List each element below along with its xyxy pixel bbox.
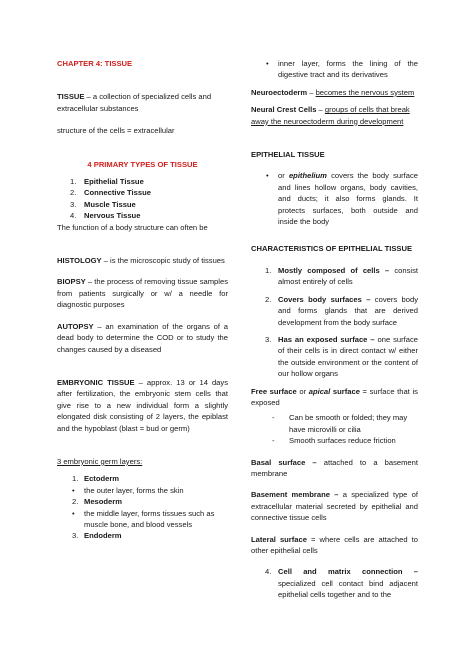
biopsy-def: – the process of removing tissue samples from patients surgically or w/ a needle for diagnostic purposes	[57, 277, 228, 310]
ectoderm-label: Ectoderm	[84, 474, 120, 484]
structure-text: structure of the cells = extracellular	[57, 126, 175, 136]
lateral-term: Lateral surface	[251, 534, 307, 544]
list-label: Epithelial Tissue	[84, 177, 144, 187]
char-term: Covers body surfaces –	[278, 294, 371, 304]
lateral-surface-definition	[251, 534, 418, 557]
char-def: consist almost entirely of cells	[278, 265, 419, 287]
lateral-def: = where cells are attached to other epithelial cells	[251, 534, 418, 555]
epithelial-heading-text: EPITHELIAL TISSUE	[251, 150, 325, 160]
function-text: The function of a body structure can often be	[57, 222, 208, 232]
germ-heading-text: 3 embryonic germ layers:	[57, 456, 143, 466]
dash-text-1: Can be smooth or folded; they may have microvilli or cilia	[289, 413, 408, 434]
characteristic-item	[251, 566, 418, 600]
biopsy-term: BIOPSY	[57, 277, 86, 287]
basal-term: Basal surface –	[251, 457, 317, 467]
autopsy-definition	[57, 321, 228, 355]
histology-term: HISTOLOGY	[57, 256, 102, 266]
embryonic-term: EMBRYONIC TISSUE	[57, 377, 135, 387]
characteristics-heading	[251, 243, 418, 254]
surface-term: surface	[330, 386, 360, 396]
char-term: Mostly composed of cells –	[278, 265, 390, 275]
left-column	[57, 58, 228, 542]
list-item	[57, 496, 228, 507]
basement-membrane-definition	[251, 489, 418, 523]
types-list	[57, 176, 228, 222]
autopsy-def: – an examination of the organs of a dead body to determine the COD or to study the changes caused by a diseased	[57, 321, 228, 354]
char-def: specialized cell contact bind adjacent epithelial cells together and to the	[278, 578, 418, 600]
tissue-def: – a collection of specialized cells and extracellular substances	[57, 92, 212, 113]
neuroectoderm-definition	[251, 87, 418, 98]
basement-term: Basement membrane –	[251, 490, 339, 500]
bullet-icon: •	[72, 508, 75, 518]
characteristic-item	[251, 265, 418, 288]
list-number: 4.	[70, 211, 77, 221]
list-number: 2.	[70, 188, 77, 198]
embryonic-definition	[57, 377, 228, 434]
histology-definition	[57, 255, 228, 266]
bullet-item	[251, 58, 418, 81]
bullet-icon: •	[266, 171, 269, 181]
chapter-title: CHAPTER 4: TISSUE	[57, 59, 133, 68]
list-item	[57, 473, 228, 484]
list-item	[57, 210, 228, 221]
types-heading: 4 PRIMARY TYPES OF TISSUE	[87, 159, 198, 169]
list-number: 1.	[70, 177, 77, 187]
or-text: or	[296, 386, 309, 396]
dash-text: –	[316, 105, 325, 115]
dash-item	[251, 412, 418, 435]
list-label: Connective Tissue	[84, 188, 151, 198]
char-def: covers body and forms glands that are derived development from the body surface	[278, 294, 418, 327]
list-number: 2.	[72, 497, 79, 507]
mesoderm-label: Mesoderm	[84, 497, 122, 507]
bullet-item	[57, 508, 228, 531]
histology-def: – is the microscopic study of tissues	[101, 256, 225, 266]
apical-term: apical	[308, 386, 331, 396]
list-number: 1.	[72, 474, 79, 484]
epithelium-def: covers the body surface and lines hollow organs, body cavities, and ducts; it also forms glands. It protects surfaces, both outside and inside the body	[278, 171, 418, 227]
characteristics-heading-text: CHARACTERISTICS OF EPITHELIAL TISSUE	[251, 244, 413, 254]
list-label: Muscle Tissue	[84, 199, 136, 209]
list-number: 3.	[265, 334, 272, 344]
list-item	[57, 530, 228, 541]
bullet-item	[57, 485, 228, 496]
dash-text-2: Smooth surfaces reduce friction	[289, 436, 396, 446]
embryonic-def: – approx. 13 or 14 days after fertilization, the embryonic stem cells that give rise to a new individual form a slightly elongated disk consisting of 2 layers, the epiblast and the hypoblast (blast = bud or germ)	[57, 377, 228, 433]
basal-surface-definition	[251, 457, 418, 480]
bullet-item	[251, 170, 418, 227]
mesoderm-desc: the middle layer, forms tissues such as muscle bone, and blood vessels	[84, 508, 215, 529]
characteristic-item	[251, 294, 418, 328]
list-number: 3.	[72, 531, 79, 541]
neuroectoderm-def: becomes the nervous system	[315, 87, 415, 97]
bullet-icon: •	[266, 59, 269, 68]
tissue-term: TISSUE	[57, 92, 85, 102]
epithelium-term: epithelium	[288, 171, 327, 181]
basal-def: attached to a basement membrane	[251, 457, 418, 478]
ectoderm-desc: the outer layer, forms the skin	[84, 485, 184, 495]
right-column	[251, 58, 418, 601]
list-number: 1.	[265, 265, 272, 275]
germ-heading	[57, 456, 228, 467]
characteristic-item	[251, 334, 418, 380]
dash-icon: -	[272, 436, 275, 446]
neuroectoderm-term: Neuroectoderm	[251, 87, 308, 97]
neural-crest-definition	[251, 104, 418, 127]
epithelial-heading	[251, 149, 418, 160]
list-item	[57, 199, 228, 210]
autopsy-term: AUTOPSY	[57, 321, 94, 331]
list-label: Nervous Tissue	[84, 211, 141, 221]
char-term: Has an exposed surface –	[278, 334, 375, 344]
list-item	[57, 176, 228, 187]
bullet-icon: •	[72, 485, 75, 495]
neural-crest-def: groups of cells that break away the neuroectoderm during development	[251, 105, 410, 126]
dash-text: –	[307, 87, 316, 97]
endoderm-label: Endoderm	[84, 531, 122, 541]
tissue-definition	[57, 91, 228, 114]
inner-layer-text: inner layer, forms the lining of the digestive tract and its derivatives	[278, 59, 418, 80]
dash-icon: -	[272, 413, 275, 423]
list-number: 3.	[70, 199, 77, 209]
free-surface-def: = surface that is exposed	[251, 386, 418, 407]
dash-item	[251, 435, 418, 446]
char-def: one surface of their cells is in direct contact w/ either the outside environment or the content of our hollow organs	[278, 334, 418, 379]
char-term: Cell and matrix connection –	[278, 567, 418, 577]
neural-crest-term: Neural Crest Cells	[251, 105, 317, 115]
or-text: or	[278, 171, 289, 181]
biopsy-definition	[57, 276, 228, 310]
basement-def: a specialized type of extracellular material secreted by epithelial and connective tissue cells	[251, 490, 418, 523]
list-number: 2.	[265, 294, 272, 304]
list-item	[57, 187, 228, 198]
free-surface-term: Free surface	[251, 386, 297, 396]
free-surface-definition	[251, 386, 418, 409]
list-number: 4.	[265, 567, 272, 577]
